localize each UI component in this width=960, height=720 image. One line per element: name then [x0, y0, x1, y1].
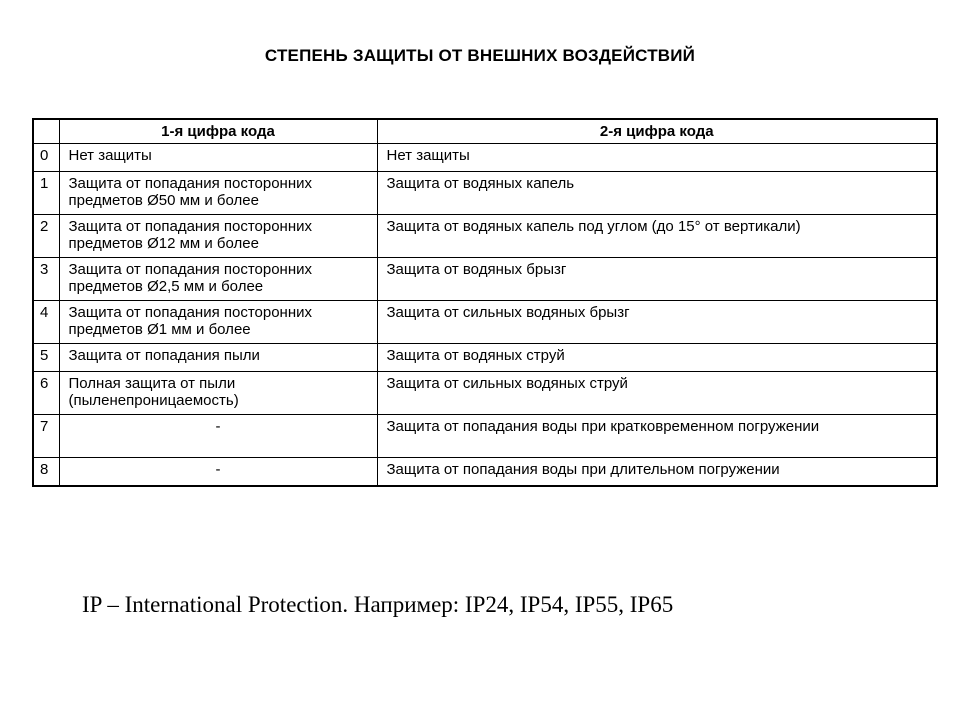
- code-cell: 2: [33, 215, 59, 258]
- page-title: СТЕПЕНЬ ЗАЩИТЫ ОТ ВНЕШНИХ ВОЗДЕЙСТВИЙ: [264, 46, 696, 65]
- table-row: [33, 372, 937, 415]
- code-cell: 0: [33, 144, 59, 172]
- second-digit-cell: Защита от попадания воды при длительном погружении: [377, 458, 937, 486]
- table-row: [33, 301, 937, 344]
- second-digit-cell: Защита от сильных водяных брызг: [377, 301, 937, 344]
- first-digit-cell: Защита от попадания посторонних предметов Ø50 мм и более: [59, 172, 377, 215]
- second-digit-cell: Защита от сильных водяных струй: [377, 372, 937, 415]
- header-first-digit: 1-я цифра кода: [59, 119, 377, 144]
- table-row: [33, 215, 937, 258]
- ip-code-table: [32, 118, 938, 487]
- code-cell: 8: [33, 458, 59, 486]
- code-cell: 7: [33, 415, 59, 458]
- footnote-text: IP – International Protection. Например: IP24, IP54, IP55, IP65: [82, 592, 674, 617]
- code-cell: 4: [33, 301, 59, 344]
- table-header-row: [33, 119, 937, 144]
- second-digit-cell: Нет защиты: [377, 144, 937, 172]
- first-digit-cell: Защита от попадания пыли: [59, 344, 377, 372]
- code-cell: 3: [33, 258, 59, 301]
- second-digit-cell: Защита от водяных капель: [377, 172, 937, 215]
- table-row: [33, 144, 937, 172]
- first-digit-cell: Полная защита от пыли (пыленепроницаемость): [59, 372, 377, 415]
- table-row: [33, 458, 937, 486]
- second-digit-cell: Защита от водяных капель под углом (до 15° от вертикали): [377, 215, 937, 258]
- second-digit-cell: Защита от водяных брызг: [377, 258, 937, 301]
- table-row: [33, 258, 937, 301]
- header-code: [33, 119, 59, 144]
- first-digit-cell: Нет защиты: [59, 144, 377, 172]
- code-cell: 6: [33, 372, 59, 415]
- table-row: [33, 415, 937, 458]
- first-digit-cell: Защита от попадания посторонних предметов Ø2,5 мм и более: [59, 258, 377, 301]
- first-digit-cell: -: [59, 458, 377, 486]
- first-digit-cell: -: [59, 415, 377, 458]
- second-digit-cell: Защита от водяных струй: [377, 344, 937, 372]
- code-cell: 5: [33, 344, 59, 372]
- table-row: [33, 172, 937, 215]
- code-cell: 1: [33, 172, 59, 215]
- first-digit-cell: Защита от попадания посторонних предметов Ø1 мм и более: [59, 301, 377, 344]
- first-digit-cell: Защита от попадания посторонних предметов Ø12 мм и более: [59, 215, 377, 258]
- header-second-digit: 2-я цифра кода: [377, 119, 937, 144]
- table-row: [33, 344, 937, 372]
- second-digit-cell: Защита от попадания воды при кратковременном погружении: [377, 415, 937, 458]
